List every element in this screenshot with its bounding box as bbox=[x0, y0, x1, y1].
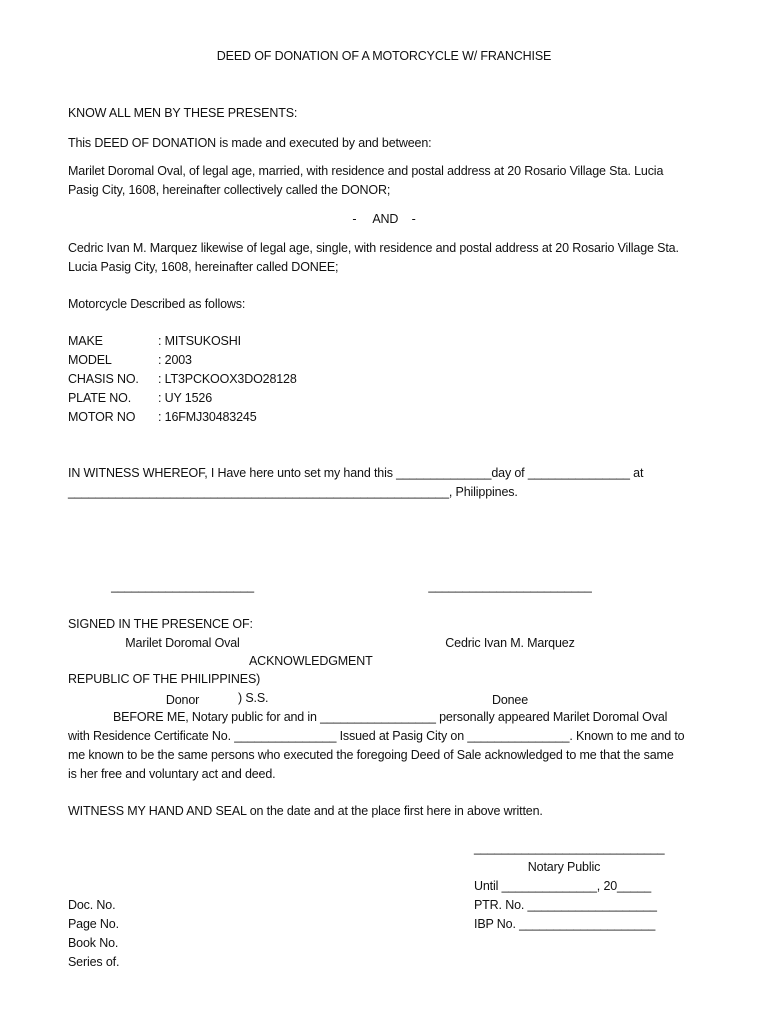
donee-name: Cedric Ivan M. Marquez bbox=[445, 636, 575, 650]
and-separator: - AND - bbox=[352, 212, 416, 226]
spec-label: CHASIS NO. bbox=[68, 372, 139, 386]
intro-line: KNOW ALL MEN BY THESE PRESENTS: bbox=[68, 106, 298, 120]
book-no: Book No. bbox=[68, 936, 119, 950]
donee-line-2: Lucia Pasig City, 1608, hereinafter called DONEE; bbox=[68, 260, 339, 274]
witness-line-2: ________________________________________________________, Philippines. bbox=[68, 485, 518, 499]
before-me-line-3: me known to be the same persons who executed the foregoing Deed of Sale acknowledged to me that the same bbox=[68, 748, 674, 762]
spec-value: : 16FMJ30483245 bbox=[158, 410, 257, 424]
spec-value: : 2003 bbox=[158, 353, 192, 367]
before-me-line-4: is her free and voluntary act and deed. bbox=[68, 767, 276, 781]
donor-line-1: Marilet Doromal Oval, of legal age, married, with residence and postal address at 20 Rosario Village Sta. Lucia bbox=[68, 164, 664, 178]
donor-signature-line: _____________________ bbox=[111, 579, 254, 593]
republic-line: REPUBLIC OF THE PHILIPPINES) bbox=[68, 672, 261, 686]
notary-until: Until ______________, 20_____ bbox=[474, 879, 652, 893]
before-me-line-2: with Residence Certificate No. _______________ Issued at Pasig City on _______________. Known to me and to bbox=[68, 729, 685, 743]
notary-ibp: IBP No. ____________________ bbox=[474, 917, 656, 931]
donor-name: Marilet Doromal Oval bbox=[125, 636, 240, 650]
notary-title: Notary Public bbox=[527, 860, 601, 874]
page-no: Page No. bbox=[68, 917, 119, 931]
before-me-line-1: BEFORE ME, Notary public for and in _________________ personally appeared Marilet Doromal Oval bbox=[113, 710, 668, 724]
spec-value: : MITSUKOSHI bbox=[158, 334, 241, 348]
spec-label: MAKE bbox=[68, 334, 103, 348]
donor-line-2: Pasig City, 1608, hereinafter collectively called the DONOR; bbox=[68, 183, 391, 197]
made-line: This DEED OF DONATION is made and executed by and between: bbox=[68, 136, 432, 150]
donor-role: Donor bbox=[165, 693, 200, 707]
document-title: DEED OF DONATION OF A MOTORCYCLE W/ FRANCHISE bbox=[216, 49, 552, 63]
donee-signature-block bbox=[420, 539, 600, 729]
spec-label: PLATE NO. bbox=[68, 391, 132, 405]
notary-ptr: PTR. No. ___________________ bbox=[474, 898, 657, 912]
presence-line: SIGNED IN THE PRESENCE OF: bbox=[68, 617, 253, 631]
motorcycle-heading: Motorcycle Described as follows: bbox=[68, 297, 246, 311]
donee-line-1: Cedric Ivan M. Marquez likewise of legal age, single, with residence and postal address at 20 Rosario Village Sta. bbox=[68, 241, 679, 255]
spec-label: MODEL bbox=[68, 353, 112, 367]
spec-value: : UY 1526 bbox=[158, 391, 213, 405]
series-of: Series of. bbox=[68, 955, 120, 969]
spec-value: : LT3PCKOOX3DO28128 bbox=[158, 372, 297, 386]
witness-line-1: IN WITNESS WHEREOF, I Have here unto set my hand this ______________day of _______________ at bbox=[68, 466, 644, 480]
ss-line: ) S.S. bbox=[238, 691, 269, 705]
donee-role: Donee bbox=[491, 693, 529, 707]
donee-signature-line: ________________________ bbox=[428, 579, 592, 593]
witness-seal-line: WITNESS MY HAND AND SEAL on the date and at the place first here in above written. bbox=[68, 804, 543, 818]
spec-label: MOTOR NO bbox=[68, 410, 136, 424]
notary-signature-line: ____________________________ bbox=[474, 841, 665, 855]
doc-no: Doc. No. bbox=[68, 898, 116, 912]
acknowledgment-heading: ACKNOWLEDGMENT bbox=[249, 654, 373, 668]
